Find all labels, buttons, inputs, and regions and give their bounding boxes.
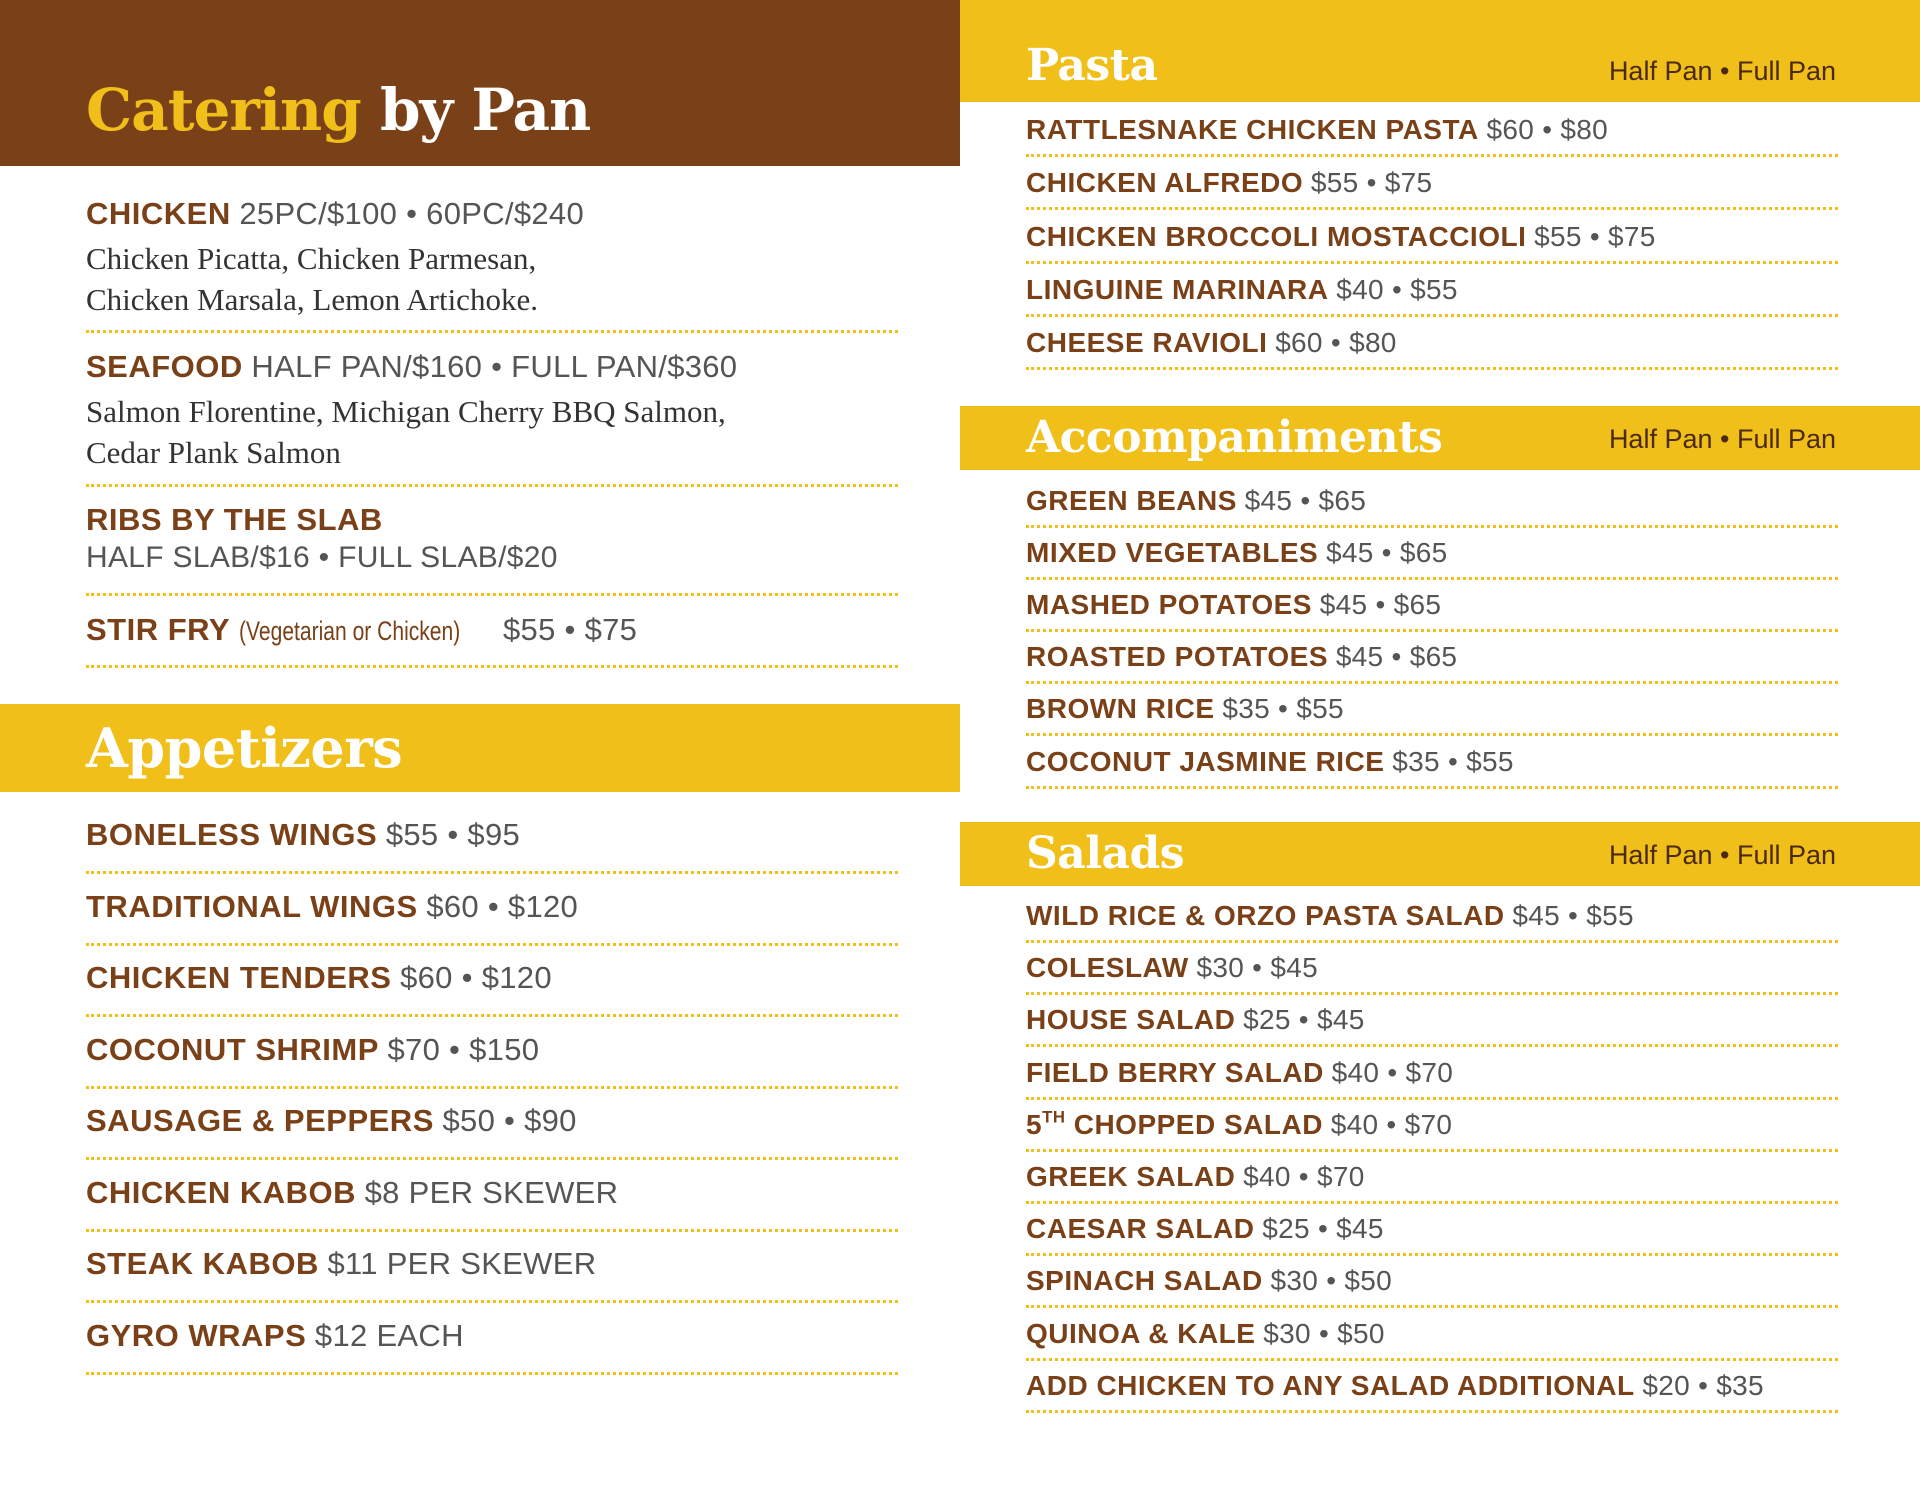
dotted-divider (86, 1014, 898, 1017)
item-price: $70 • $150 (387, 1031, 540, 1067)
menu-item (1026, 327, 1397, 359)
page-title (86, 76, 590, 144)
menu-item (86, 889, 578, 925)
menu-item (1026, 1161, 1365, 1193)
dotted-divider (86, 593, 898, 596)
dotted-divider (1026, 1305, 1838, 1308)
menu-item (1026, 221, 1656, 253)
item-description (86, 238, 538, 320)
dotted-divider (86, 871, 898, 874)
item-price: HALF PAN/$160 • FULL PAN/$360 (251, 349, 738, 384)
dotted-divider (1026, 786, 1838, 789)
section-subheading: Half Pan • Full Pan (1608, 424, 1836, 454)
item-price: $60 • $120 (400, 960, 552, 995)
item-name: COLESLAW (1026, 952, 1189, 984)
dotted-divider (1026, 1410, 1838, 1413)
item-name: GREEK SALAD (1026, 1161, 1236, 1192)
dotted-divider (1026, 940, 1838, 943)
menu-item (1026, 900, 1634, 932)
item-name: CHEESE RAVIOLI (1026, 327, 1268, 359)
item-price: $30 • $45 (1196, 952, 1318, 984)
item-price: $55 • $95 (385, 817, 521, 852)
menu-item-stir-fry (86, 612, 637, 648)
item-name: BONELESS WINGS (86, 817, 378, 852)
menu-item (86, 960, 552, 996)
item-name: CHICKEN (86, 196, 231, 231)
item-price: $35 • $55 (1392, 745, 1514, 777)
dotted-divider (86, 1229, 898, 1232)
menu-item-ribs (86, 502, 383, 538)
dotted-divider (1026, 314, 1838, 317)
item-name: RATTLESNAKE CHICKEN PASTA (1026, 114, 1479, 145)
menu-item (1026, 589, 1441, 621)
description-line: Salmon Florentine, Michigan Cherry BBQ Salmon, (86, 394, 726, 429)
section-title: Pasta (1026, 40, 1158, 91)
description-line: Cedar Plank Salmon (86, 435, 341, 470)
dotted-divider (1026, 1253, 1838, 1256)
title-accent: Catering (86, 76, 361, 144)
dotted-divider (86, 943, 898, 946)
item-price: $45 • $65 (1319, 589, 1442, 621)
menu-item (86, 1032, 539, 1068)
dotted-divider (1026, 1044, 1838, 1047)
item-price: $60 • $80 (1275, 327, 1397, 359)
dotted-divider (86, 1086, 898, 1089)
dotted-divider (1026, 1149, 1838, 1152)
dotted-divider (86, 484, 898, 487)
menu-item (86, 1175, 618, 1211)
item-price: $40 • $55 (1336, 273, 1458, 305)
dotted-divider (1026, 1201, 1838, 1204)
item-price: 25PC/$100 • 60PC/$240 (239, 196, 584, 231)
item-name: MIXED VEGETABLES (1026, 537, 1319, 569)
pasta-band (960, 0, 1920, 102)
dotted-divider (1026, 261, 1838, 264)
dotted-divider (86, 665, 898, 668)
item-price: $11 PER SKEWER (327, 1246, 597, 1281)
description-line: Chicken Marsala, Lemon Artichoke. (86, 282, 538, 317)
item-name: CHICKEN ALFREDO (1026, 167, 1304, 199)
item-name: TRADITIONAL WINGS (86, 888, 418, 924)
item-price: $55 • $75 (502, 612, 638, 647)
item-name: SEAFOOD (86, 349, 243, 384)
menu-item (1026, 114, 1608, 146)
salads-band (960, 822, 1920, 886)
item-name: CHICKEN TENDERS (86, 960, 392, 995)
menu-item (1026, 1004, 1365, 1036)
menu-item (1026, 1265, 1392, 1297)
menu-item (1026, 537, 1447, 569)
item-price: $8 PER SKEWER (364, 1174, 619, 1210)
item-price: $60 • $120 (426, 888, 579, 924)
item-name: ADD CHICKEN TO ANY SALAD ADDITIONAL (1026, 1369, 1635, 1401)
dotted-divider (1026, 992, 1838, 995)
item-name: STEAK KABOB (86, 1246, 319, 1281)
item-price: $40 • $70 (1330, 1108, 1453, 1140)
section-title: Appetizers (86, 716, 403, 780)
item-price: $45 • $65 (1244, 485, 1367, 516)
item-price: HALF SLAB/$16 • FULL SLAB/$20 (86, 541, 558, 574)
menu-item-seafood (86, 349, 737, 385)
item-price: $60 • $80 (1486, 114, 1609, 145)
item-price: $45 • $65 (1335, 641, 1458, 673)
item-price: $40 • $70 (1331, 1056, 1454, 1088)
item-price: $45 • $55 (1512, 900, 1634, 931)
menu-item (1026, 274, 1458, 306)
dotted-divider (1026, 154, 1838, 157)
item-name: MASHED POTATOES (1026, 589, 1312, 621)
item-name: RIBS BY THE SLAB (86, 502, 383, 537)
item-note: (Vegetarian or Chicken) (238, 616, 460, 646)
dotted-divider (1026, 681, 1838, 684)
item-price: $45 • $65 (1325, 537, 1448, 569)
item-price: $55 • $75 (1534, 220, 1656, 252)
item-name: QUINOA & KALE (1026, 1317, 1256, 1349)
item-name: 5TH CHOPPED SALAD (1026, 1107, 1323, 1140)
menu-item-chicken (86, 196, 584, 232)
item-name: CHICKEN BROCCOLI MOSTACCIOLI (1026, 220, 1527, 252)
dotted-divider (86, 1300, 898, 1303)
item-name: GYRO WRAPS (86, 1317, 307, 1353)
dotted-divider (86, 1372, 898, 1375)
section-subheading: Half Pan • Full Pan (1608, 840, 1836, 870)
item-price: $25 • $45 (1262, 1213, 1384, 1245)
appetizers-band (0, 704, 960, 792)
dotted-divider (86, 1157, 898, 1160)
title-rest: by Pan (360, 76, 591, 144)
menu-item (1026, 1370, 1764, 1402)
item-price: $20 • $35 (1642, 1369, 1764, 1401)
item-price: $12 EACH (314, 1317, 464, 1353)
item-name: HOUSE SALAD (1026, 1004, 1236, 1036)
menu-item (1026, 1318, 1385, 1350)
dotted-divider (1026, 629, 1838, 632)
item-price: $40 • $70 (1243, 1161, 1365, 1192)
dotted-divider (1026, 733, 1838, 736)
dotted-divider (1026, 1097, 1838, 1100)
item-name: COCONUT JASMINE RICE (1026, 745, 1385, 777)
item-name: SPINACH SALAD (1026, 1265, 1263, 1297)
accompaniments-band (960, 406, 1920, 470)
item-name: WILD RICE & ORZO PASTA SALAD (1026, 900, 1505, 931)
menu-item (1026, 167, 1432, 199)
menu-item (1026, 641, 1457, 673)
item-price: $50 • $90 (442, 1103, 577, 1138)
menu-item (86, 1103, 577, 1139)
section-title: Accompaniments (1026, 412, 1443, 463)
menu-item (86, 817, 520, 853)
menu-item (1026, 1057, 1453, 1089)
menu-item (1026, 693, 1344, 725)
dotted-divider (1026, 207, 1838, 210)
item-name: CAESAR SALAD (1026, 1213, 1255, 1245)
description-line: Chicken Picatta, Chicken Parmesan, (86, 241, 537, 276)
section-subheading: Half Pan • Full Pan (1608, 56, 1836, 86)
item-name: STIR FRY (86, 612, 231, 647)
item-price: $25 • $45 (1243, 1004, 1365, 1036)
menu-item (1026, 1109, 1452, 1141)
item-price: $30 • $50 (1270, 1265, 1393, 1297)
item-name: CHICKEN KABOB (86, 1174, 356, 1210)
menu-item (86, 1318, 464, 1354)
menu-item (86, 1246, 596, 1282)
item-description (86, 391, 726, 473)
menu-item (1026, 485, 1366, 517)
item-price: $30 • $50 (1263, 1317, 1385, 1349)
item-name: COCONUT SHRIMP (86, 1031, 379, 1067)
dotted-divider (1026, 367, 1838, 370)
item-name: GREEN BEANS (1026, 485, 1237, 516)
item-name: FIELD BERRY SALAD (1026, 1056, 1324, 1088)
item-name: BROWN RICE (1026, 693, 1215, 725)
item-name: LINGUINE MARINARA (1026, 273, 1329, 305)
menu-item (1026, 1213, 1384, 1245)
section-title: Salads (1026, 828, 1185, 879)
item-price: $55 • $75 (1310, 167, 1433, 199)
item-price: $35 • $55 (1222, 693, 1344, 725)
dotted-divider (1026, 1358, 1838, 1361)
dotted-divider (1026, 525, 1838, 528)
dotted-divider (86, 330, 898, 333)
item-name: SAUSAGE & PEPPERS (86, 1103, 434, 1138)
item-name: ROASTED POTATOES (1026, 641, 1329, 673)
dotted-divider (1026, 577, 1838, 580)
menu-item (1026, 746, 1514, 778)
menu-item (1026, 952, 1318, 984)
